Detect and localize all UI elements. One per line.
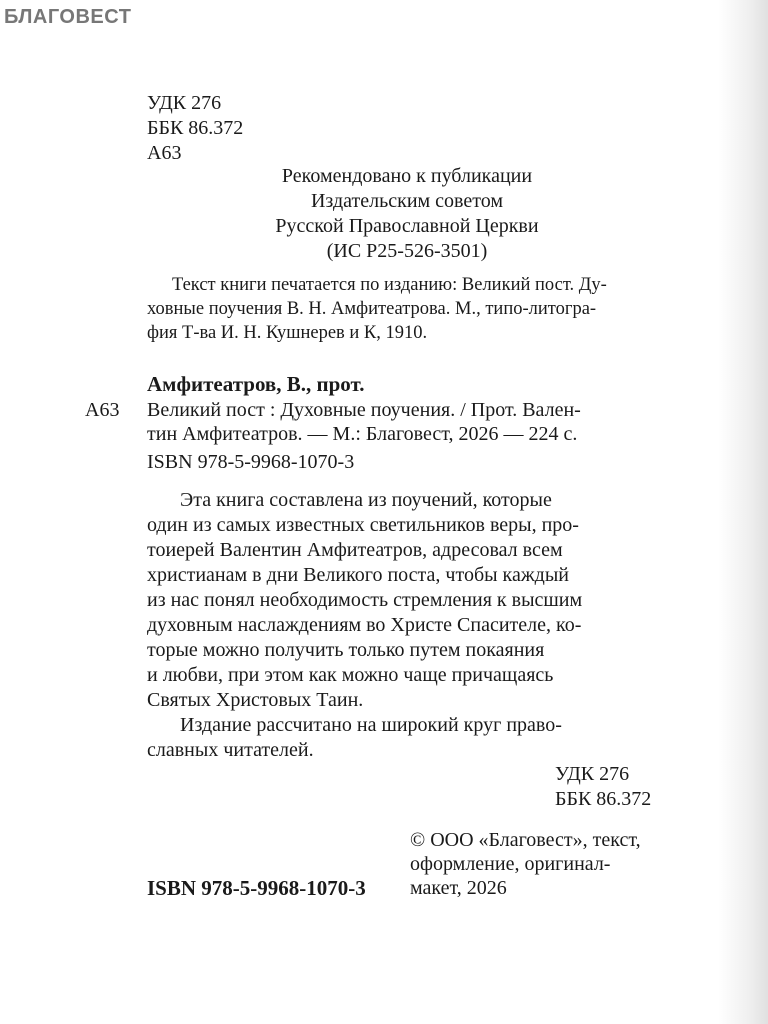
source-note-line-1: Текст книги печатается по изданию: Великий пост. Ду-	[172, 275, 607, 295]
annotation-line-1: Эта книга составлена из поучений, которые	[180, 489, 552, 511]
catalog-author: Амфитеатров, В., прот.	[147, 372, 365, 396]
audience-line-1: Издание рассчитано на широкий круг право-	[180, 714, 562, 736]
annotation-line-3: тоиерей Валентин Амфитеатров, адресовал всем	[147, 539, 563, 561]
udk-code: УДК 276	[147, 92, 222, 114]
bottom-udk-code: УДК 276	[555, 763, 630, 785]
audience-line-2: славных читателей.	[147, 739, 314, 761]
catalog-description-line-1: Великий пост : Духовные поучения. / Прот. Вален-	[147, 399, 581, 421]
source-note-line-3: фия Т-ва И. Н. Кушнерев и К, 1910.	[147, 323, 428, 343]
annotation-line-8: и любви, при этом как можно чаще причащаясь	[147, 664, 554, 686]
bbk-code: ББК 86.372	[147, 117, 244, 139]
catalog-description-line-2: тин Амфитеатров. — М.: Благовест, 2026 — 224 с.	[147, 423, 578, 445]
catalog-isbn: ISBN 978-5-9968-1070-3	[147, 451, 355, 473]
catalog-margin-mark: А63	[85, 399, 120, 421]
annotation-line-5: из нас понял необходимость стремления к высшим	[147, 589, 583, 611]
recommendation-line-3: Русской Православной Церкви	[275, 215, 539, 237]
copyright-line-1: © ООО «Благовест», текст,	[410, 829, 641, 851]
page-edge-shadow	[718, 0, 768, 1024]
author-mark: А63	[147, 142, 182, 164]
recommendation-line-2: Издательским советом	[310, 190, 504, 212]
copyright-line-2: оформление, оригинал-	[410, 853, 611, 875]
copyright-line-3: макет, 2026	[410, 877, 507, 899]
recommendation-line-4: (ИС Р25-526-3501)	[326, 240, 488, 262]
source-note-line-2: ховные поучения В. Н. Амфитеатрова. М., типо-литогра-	[147, 299, 597, 319]
footer-isbn: ISBN 978-5-9968-1070-3	[147, 876, 366, 900]
annotation-line-7: торые можно получить только путем покаяния	[147, 639, 545, 661]
annotation-line-4: христианам в дни Великого поста, чтобы каждый	[147, 564, 569, 586]
publisher-watermark: БЛАГОВЕСТ	[4, 6, 132, 28]
recommendation-line-1: Рекомендовано к публикации	[281, 165, 533, 187]
bottom-bbk-code: ББК 86.372	[555, 788, 652, 810]
annotation-line-6: духовным наслаждениям во Христе Спасителе, ко-	[147, 614, 582, 636]
annotation-line-2: один из самых известных светильников веры, про-	[147, 514, 579, 536]
annotation-line-9: Святых Христовых Таин.	[147, 689, 364, 711]
